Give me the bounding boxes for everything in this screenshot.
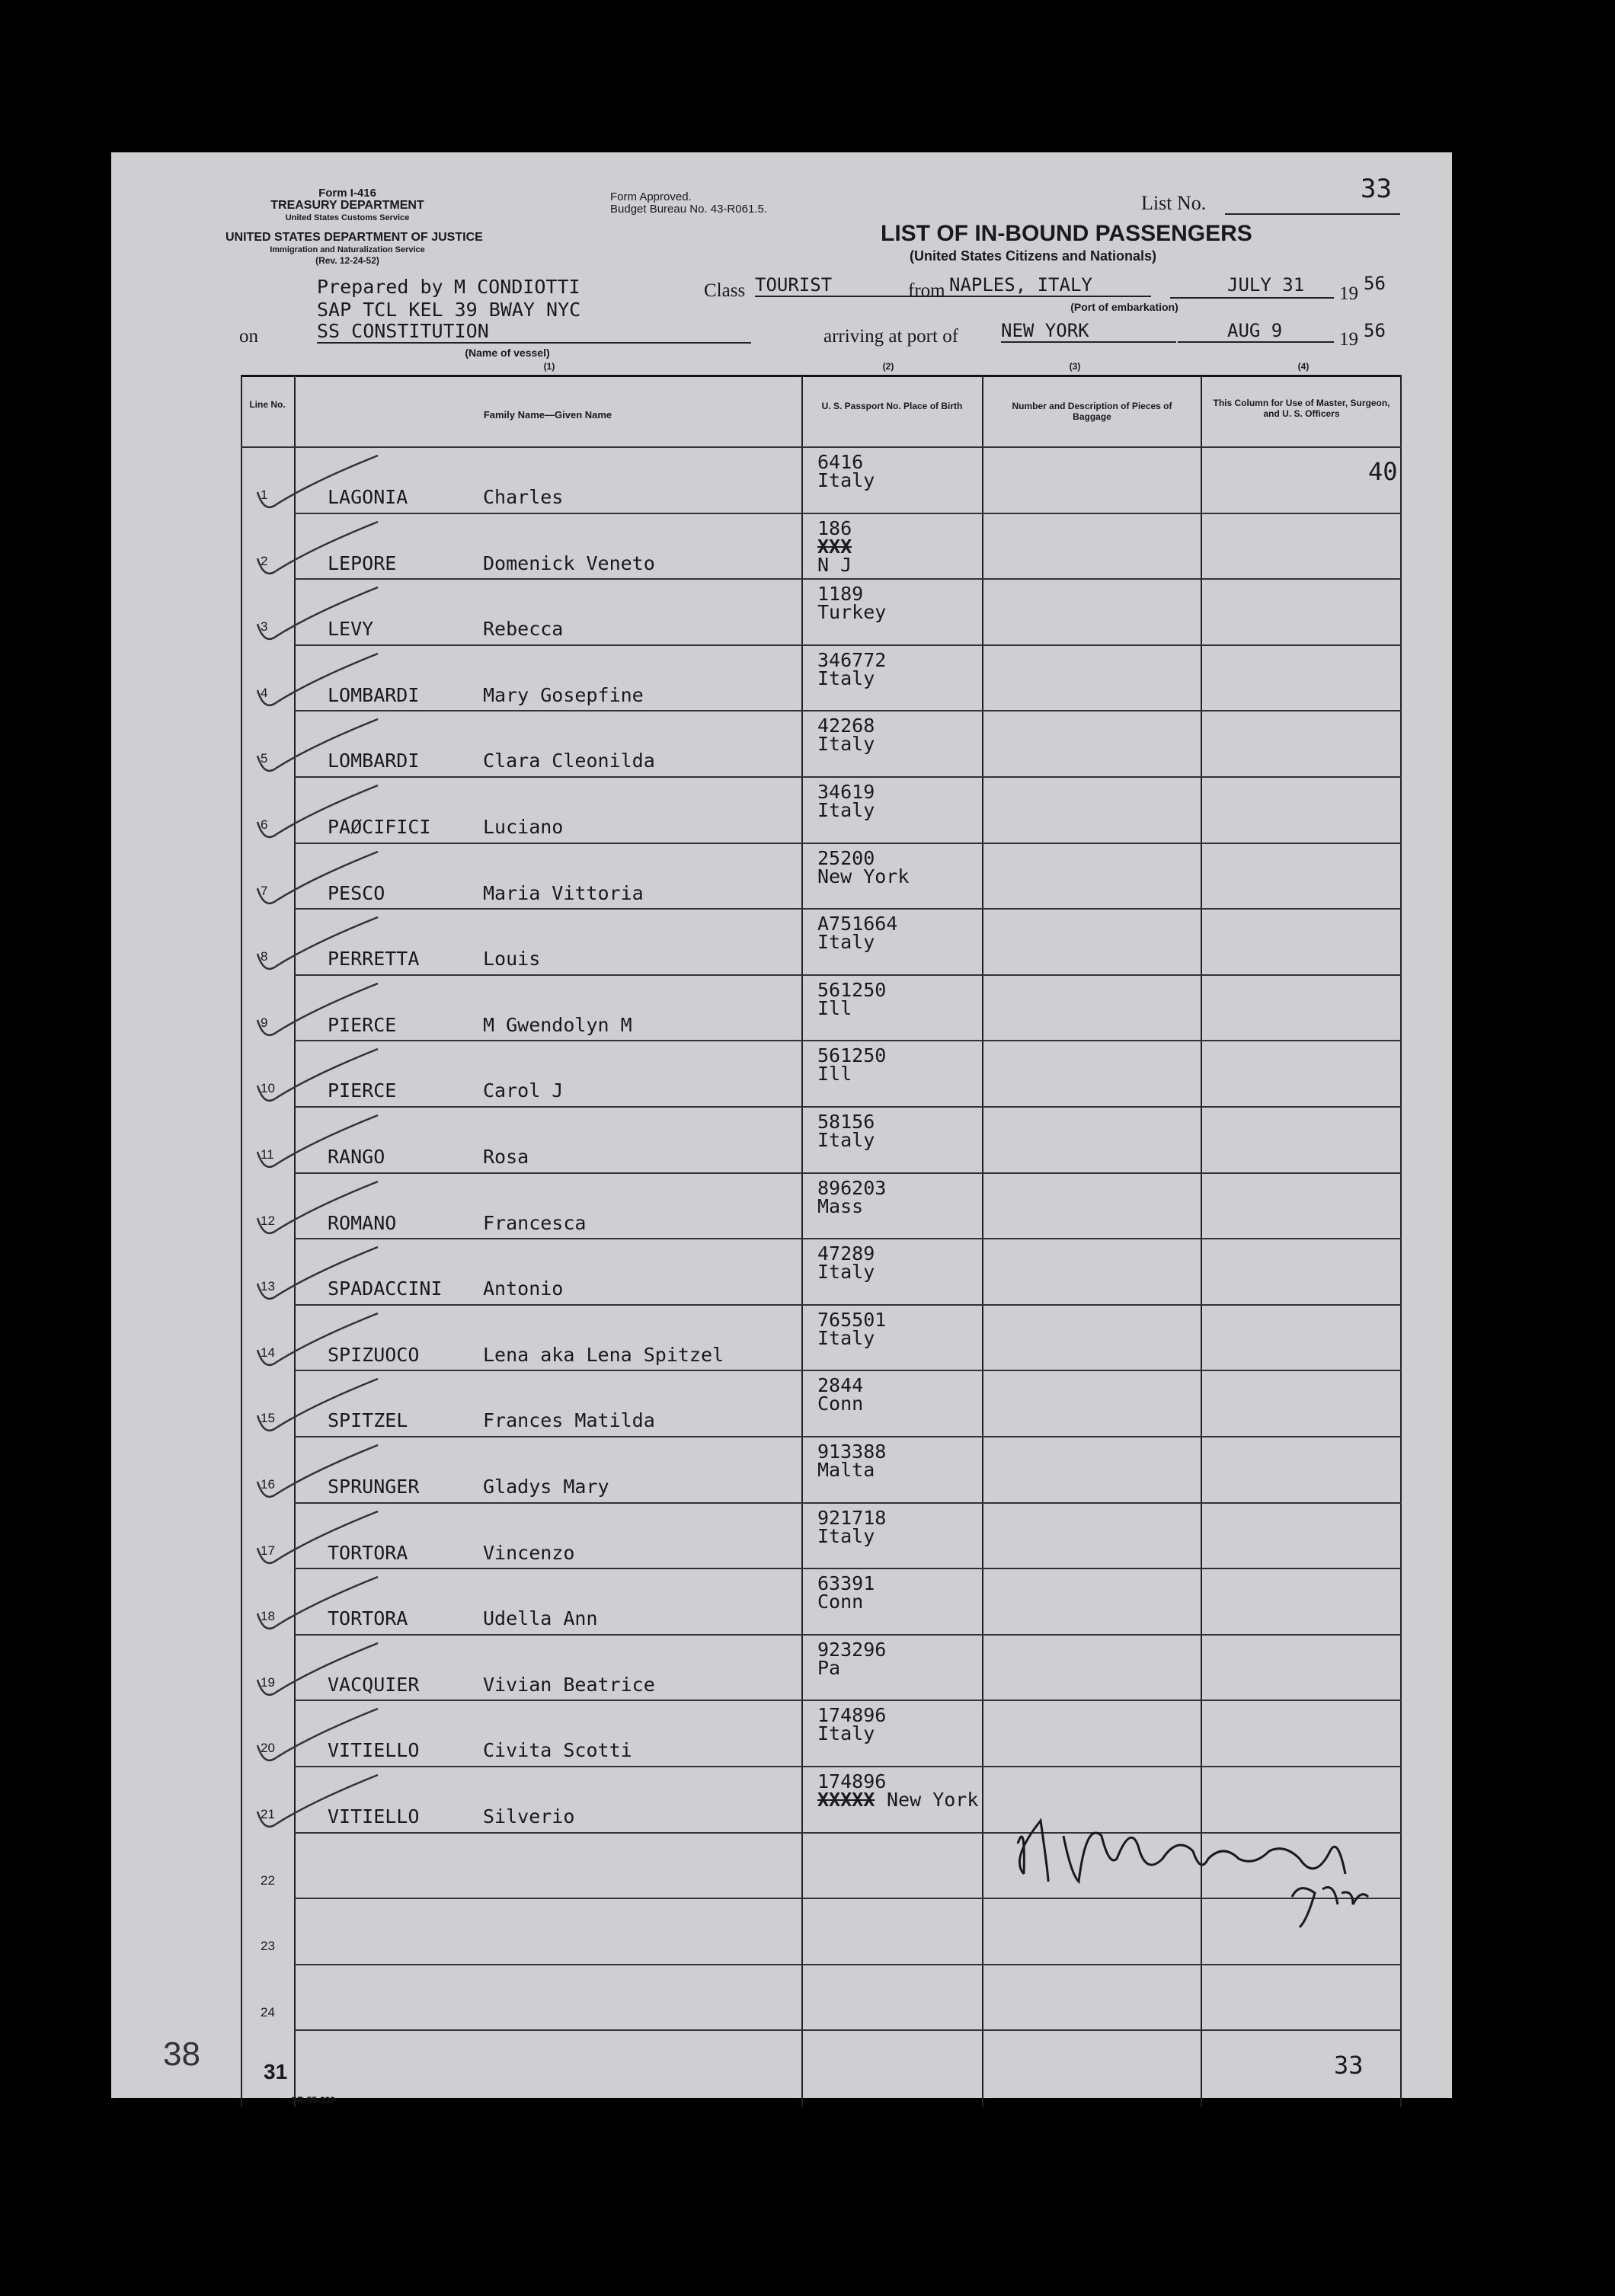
given-name: M Gwendolyn M (483, 1013, 632, 1036)
struck-text: XXX (817, 535, 852, 558)
checkmark-icon (248, 980, 385, 1049)
row-divider (294, 776, 1402, 778)
row-divider (294, 1106, 1402, 1108)
place-of-birth: Italy (817, 667, 875, 689)
line-number: 11 (261, 1147, 274, 1162)
line-number: 8 (261, 949, 268, 964)
family-name: PERRETTA (328, 948, 420, 971)
depart-date-line (1170, 297, 1334, 299)
form-approved: Form Approved. (610, 190, 692, 203)
officer-count: 40 (1368, 457, 1398, 486)
passport-number: 923296 (817, 1638, 887, 1661)
given-name: Carol J (483, 1079, 564, 1102)
given-name: Louis (483, 948, 541, 971)
place-of-birth: Italy (817, 469, 875, 491)
family-name: ROMANO (328, 1211, 397, 1234)
passport-number: 561250 (817, 978, 887, 1001)
customs-service: United States Customs Service (285, 213, 410, 222)
passport-number: 765501 (817, 1308, 887, 1331)
given-name: Rosa (483, 1146, 529, 1168)
checkmark-icon (248, 716, 385, 785)
row-divider (294, 1766, 1402, 1767)
family-name: LAGONIA (328, 486, 408, 508)
checkmark-icon (248, 1178, 385, 1247)
given-name: Frances Matilda (483, 1409, 655, 1432)
header-baggage: Number and Description of Pieces of Baggage (1012, 401, 1172, 422)
col-number-2: (2) (882, 361, 894, 372)
place-of-birth: Conn (817, 1393, 864, 1415)
family-name: PIERCE (328, 1013, 397, 1036)
checkmark-icon (248, 1508, 385, 1577)
family-name: LEPORE (328, 552, 397, 574)
vessel-caption: (Name of vessel) (465, 347, 550, 359)
prepared-by-label: Prepared by (317, 276, 443, 298)
passport-number: 63391 (817, 1572, 875, 1595)
passport-number: 25200 (817, 846, 875, 869)
place-of-birth: Pa (817, 1656, 841, 1679)
place-of-birth: Italy (817, 1524, 875, 1547)
passport-number: 186 (817, 516, 852, 539)
checkmark-icon (248, 1574, 385, 1642)
prepared-by-address: SAP TCL KEL 39 BWAY NYC (317, 299, 581, 321)
given-name: Civita Scotti (483, 1739, 632, 1762)
line-number: 3 (261, 619, 268, 635)
given-name: Domenick Veneto (483, 552, 655, 574)
column-divider (801, 375, 803, 2107)
depart-date: JULY 31 (1227, 274, 1305, 296)
line-number: 16 (261, 1477, 275, 1492)
row-divider (294, 843, 1402, 844)
family-name: LOMBARDI (328, 750, 420, 772)
passport-number: 47289 (817, 1242, 875, 1265)
table-left-border (241, 375, 242, 2107)
bottom-left-stamp: 38 (163, 2035, 200, 2073)
line-number: 12 (261, 1213, 275, 1228)
checkmark-icon (248, 1442, 385, 1511)
family-name: VITIELLO (328, 1805, 420, 1828)
arriving-label: arriving at port of (823, 326, 959, 347)
immigration-service: Immigration and Naturalization Service (270, 245, 425, 254)
passport-number: 913388 (817, 1441, 887, 1463)
family-name: SPRUNGER (328, 1476, 420, 1498)
line-number: 9 (261, 1015, 268, 1030)
depart-year-prefix: 19 (1339, 283, 1358, 304)
place-of-birth: Italy (817, 931, 875, 954)
given-name: Charles (483, 486, 564, 508)
family-name: RANGO (328, 1146, 385, 1168)
row-divider (294, 1370, 1402, 1371)
struck-text: XXXXX (817, 1789, 875, 1811)
line-number: 21 (261, 1807, 275, 1821)
family-name: LEVY (328, 618, 374, 641)
passport-number: 34619 (817, 781, 875, 803)
line-number: 19 (261, 1674, 275, 1690)
inspector-signature (995, 1790, 1406, 1943)
row-divider (294, 1436, 1402, 1437)
prepared-by-value: M CONDIOTTI (454, 276, 580, 298)
place-of-birth: Italy (817, 1326, 875, 1349)
line-number: 22 (261, 1872, 275, 1888)
form-subtitle: (United States Citizens and Nationals) (909, 248, 1157, 264)
row-divider (294, 710, 1402, 712)
checkmark-icon (248, 1772, 385, 1840)
col-number-4: (4) (1297, 361, 1310, 372)
given-name: Antonio (483, 1278, 564, 1300)
place-of-birth: Italy (817, 733, 875, 756)
form-title: LIST OF IN-BOUND PASSENGERS (881, 221, 1252, 246)
family-name: SPADACCINI (328, 1278, 443, 1300)
given-name: Silverio (483, 1805, 575, 1828)
given-name: Maria Vittoria (483, 881, 644, 904)
checkmark-icon (248, 1376, 385, 1444)
arrival-year-prefix: 19 (1339, 329, 1358, 350)
given-name: Vivian Beatrice (483, 1673, 655, 1696)
department-of-justice: UNITED STATES DEPARTMENT OF JUSTICE (225, 231, 483, 244)
row-divider (294, 2029, 1402, 2031)
passport-number: 2844 (817, 1374, 864, 1397)
col-number-3: (3) (1069, 361, 1081, 372)
treasury-department: TREASURY DEPARTMENT (270, 199, 424, 212)
checkmark-icon (248, 914, 385, 983)
row-divider (294, 1172, 1402, 1174)
place-of-birth: N J (817, 553, 852, 576)
family-name: VACQUIER (328, 1673, 420, 1696)
line-number: 13 (261, 1279, 275, 1294)
passport-number: 561250 (817, 1044, 887, 1067)
row-divider (294, 1700, 1402, 1701)
revision-date: (Rev. 12-24-52) (315, 255, 379, 266)
checkmark-icon (248, 584, 385, 653)
form-code: SR-55-339 (291, 2095, 336, 2106)
row-divider (294, 1568, 1402, 1569)
row-divider (294, 908, 1402, 910)
line-number: 23 (261, 1939, 275, 1954)
checkmark-icon (248, 849, 385, 917)
given-name: Mary Gosepfine (483, 683, 644, 706)
col-number-1: (1) (543, 361, 555, 372)
line-number: 14 (261, 1345, 275, 1360)
line-number: 10 (261, 1081, 275, 1096)
line-number: 7 (261, 883, 268, 898)
list-no-label: List No. (1141, 192, 1207, 214)
place-of-birth: New York (817, 865, 910, 887)
line-number: 15 (261, 1411, 275, 1426)
header-bottom-border (241, 446, 1402, 448)
family-name: PIERCE (328, 1079, 397, 1102)
arrival-date: AUG 9 (1178, 320, 1334, 343)
place-of-birth: Italy (817, 799, 875, 821)
row-divider (294, 644, 1402, 646)
place-of-birth: Turkey (817, 601, 887, 624)
family-name: TORTORA (328, 1541, 408, 1564)
passport-number: 58156 (817, 1111, 875, 1133)
given-name: Gladys Mary (483, 1476, 609, 1498)
passport-number: 1189 (817, 583, 864, 606)
passport-number: 346772 (817, 648, 887, 671)
page-number: 33 (1334, 2051, 1364, 2080)
depart-year: 56 (1364, 273, 1386, 294)
vessel-name: SS CONSTITUTION (317, 320, 751, 344)
checkmark-icon (248, 1640, 385, 1709)
passenger-manifest-page (111, 152, 1452, 2106)
class-label: Class (704, 280, 746, 301)
checkmark-icon (248, 1310, 385, 1379)
family-name: SPITZEL (328, 1409, 408, 1432)
place-of-birth: New York (887, 1789, 979, 1811)
from-label: from (908, 280, 945, 301)
row-divider (294, 974, 1402, 976)
place-of-birth: Mass (817, 1194, 864, 1217)
given-name: Rebecca (483, 618, 564, 641)
line-number: 5 (261, 751, 268, 766)
row-divider (294, 1502, 1402, 1504)
header-passport: U. S. Passport No. Place of Birth (821, 401, 963, 411)
checkmark-icon (248, 1046, 385, 1114)
checkmark-icon (248, 519, 385, 587)
budget-bureau: Budget Bureau No. 43-R061.5. (610, 203, 767, 216)
row-divider (294, 1634, 1402, 1636)
header-line-no: Line No. (249, 399, 286, 410)
arrival-year: 56 (1364, 320, 1386, 341)
row-divider (294, 1238, 1402, 1239)
given-name: Udella Ann (483, 1607, 598, 1630)
checkmark-icon (248, 782, 385, 851)
embarkation-port: NAPLES, ITALY (949, 274, 1151, 297)
line-number: 2 (261, 553, 268, 568)
place-of-birth: Italy (817, 1129, 875, 1151)
line-number: 1 (261, 488, 268, 502)
list-no-line (1225, 213, 1400, 215)
header-officers: This Column for Use of Master, Surgeon, and U. S. Officers (1213, 398, 1390, 419)
place-of-birth: Italy (817, 1722, 875, 1745)
arrival-port: NEW YORK (1001, 320, 1176, 343)
passport-number: 174896 (817, 1704, 887, 1727)
line-number: 20 (261, 1741, 275, 1756)
given-name: Lena aka Lena Spitzel (483, 1343, 724, 1366)
family-name: PESCO (328, 881, 385, 904)
line-number: 17 (261, 1543, 275, 1558)
passport-number: A751664 (817, 913, 898, 935)
given-name: Francesca (483, 1211, 587, 1234)
family-name: LOMBARDI (328, 683, 420, 706)
checkmark-icon (248, 1244, 385, 1313)
passport-number: 42268 (817, 715, 875, 737)
column-divider (982, 375, 983, 2107)
header-name: Family Name—Given Name (483, 409, 612, 421)
given-name: Luciano (483, 816, 564, 838)
line-number: 4 (261, 685, 268, 700)
class-value: TOURIST (755, 274, 991, 297)
checkmark-icon (248, 1706, 385, 1774)
given-name: Clara Cleonilda (483, 750, 655, 772)
port-embarkation-caption: (Port of embarkation) (1070, 301, 1178, 313)
family-name: TORTORA (328, 1607, 408, 1630)
checkmark-icon (248, 1112, 385, 1181)
row-divider (294, 1040, 1402, 1041)
passport-number: 921718 (817, 1506, 887, 1529)
place-of-birth: Ill (817, 1063, 852, 1086)
place-of-birth: Italy (817, 1261, 875, 1284)
bottom-mark: 31 (264, 2060, 288, 2083)
form-number: Form I-416 (318, 187, 376, 200)
place-of-birth: Conn (817, 1591, 864, 1613)
row-divider (294, 1964, 1402, 1965)
table-top-border (241, 375, 1402, 377)
passport-number: 6416 (817, 451, 864, 473)
line-number: 24 (261, 2004, 275, 2019)
checkmark-icon (248, 452, 385, 521)
given-name: Vincenzo (483, 1541, 575, 1564)
passport-number: 896203 (817, 1176, 887, 1199)
family-name: SPIZUOCO (328, 1343, 420, 1366)
row-divider (294, 513, 1402, 514)
line-number: 6 (261, 817, 268, 832)
checkmark-icon (248, 651, 385, 719)
list-no-value: 33 (1361, 174, 1392, 204)
on-label: on (239, 326, 258, 347)
line-number: 18 (261, 1609, 275, 1624)
place-of-birth: Malta (817, 1459, 875, 1481)
passport-number: 174896 (817, 1770, 887, 1792)
family-name: PAØCIFICI (328, 816, 431, 838)
row-divider (294, 578, 1402, 580)
place-of-birth: Ill (817, 996, 852, 1019)
row-divider (294, 1304, 1402, 1306)
family-name: VITIELLO (328, 1739, 420, 1762)
